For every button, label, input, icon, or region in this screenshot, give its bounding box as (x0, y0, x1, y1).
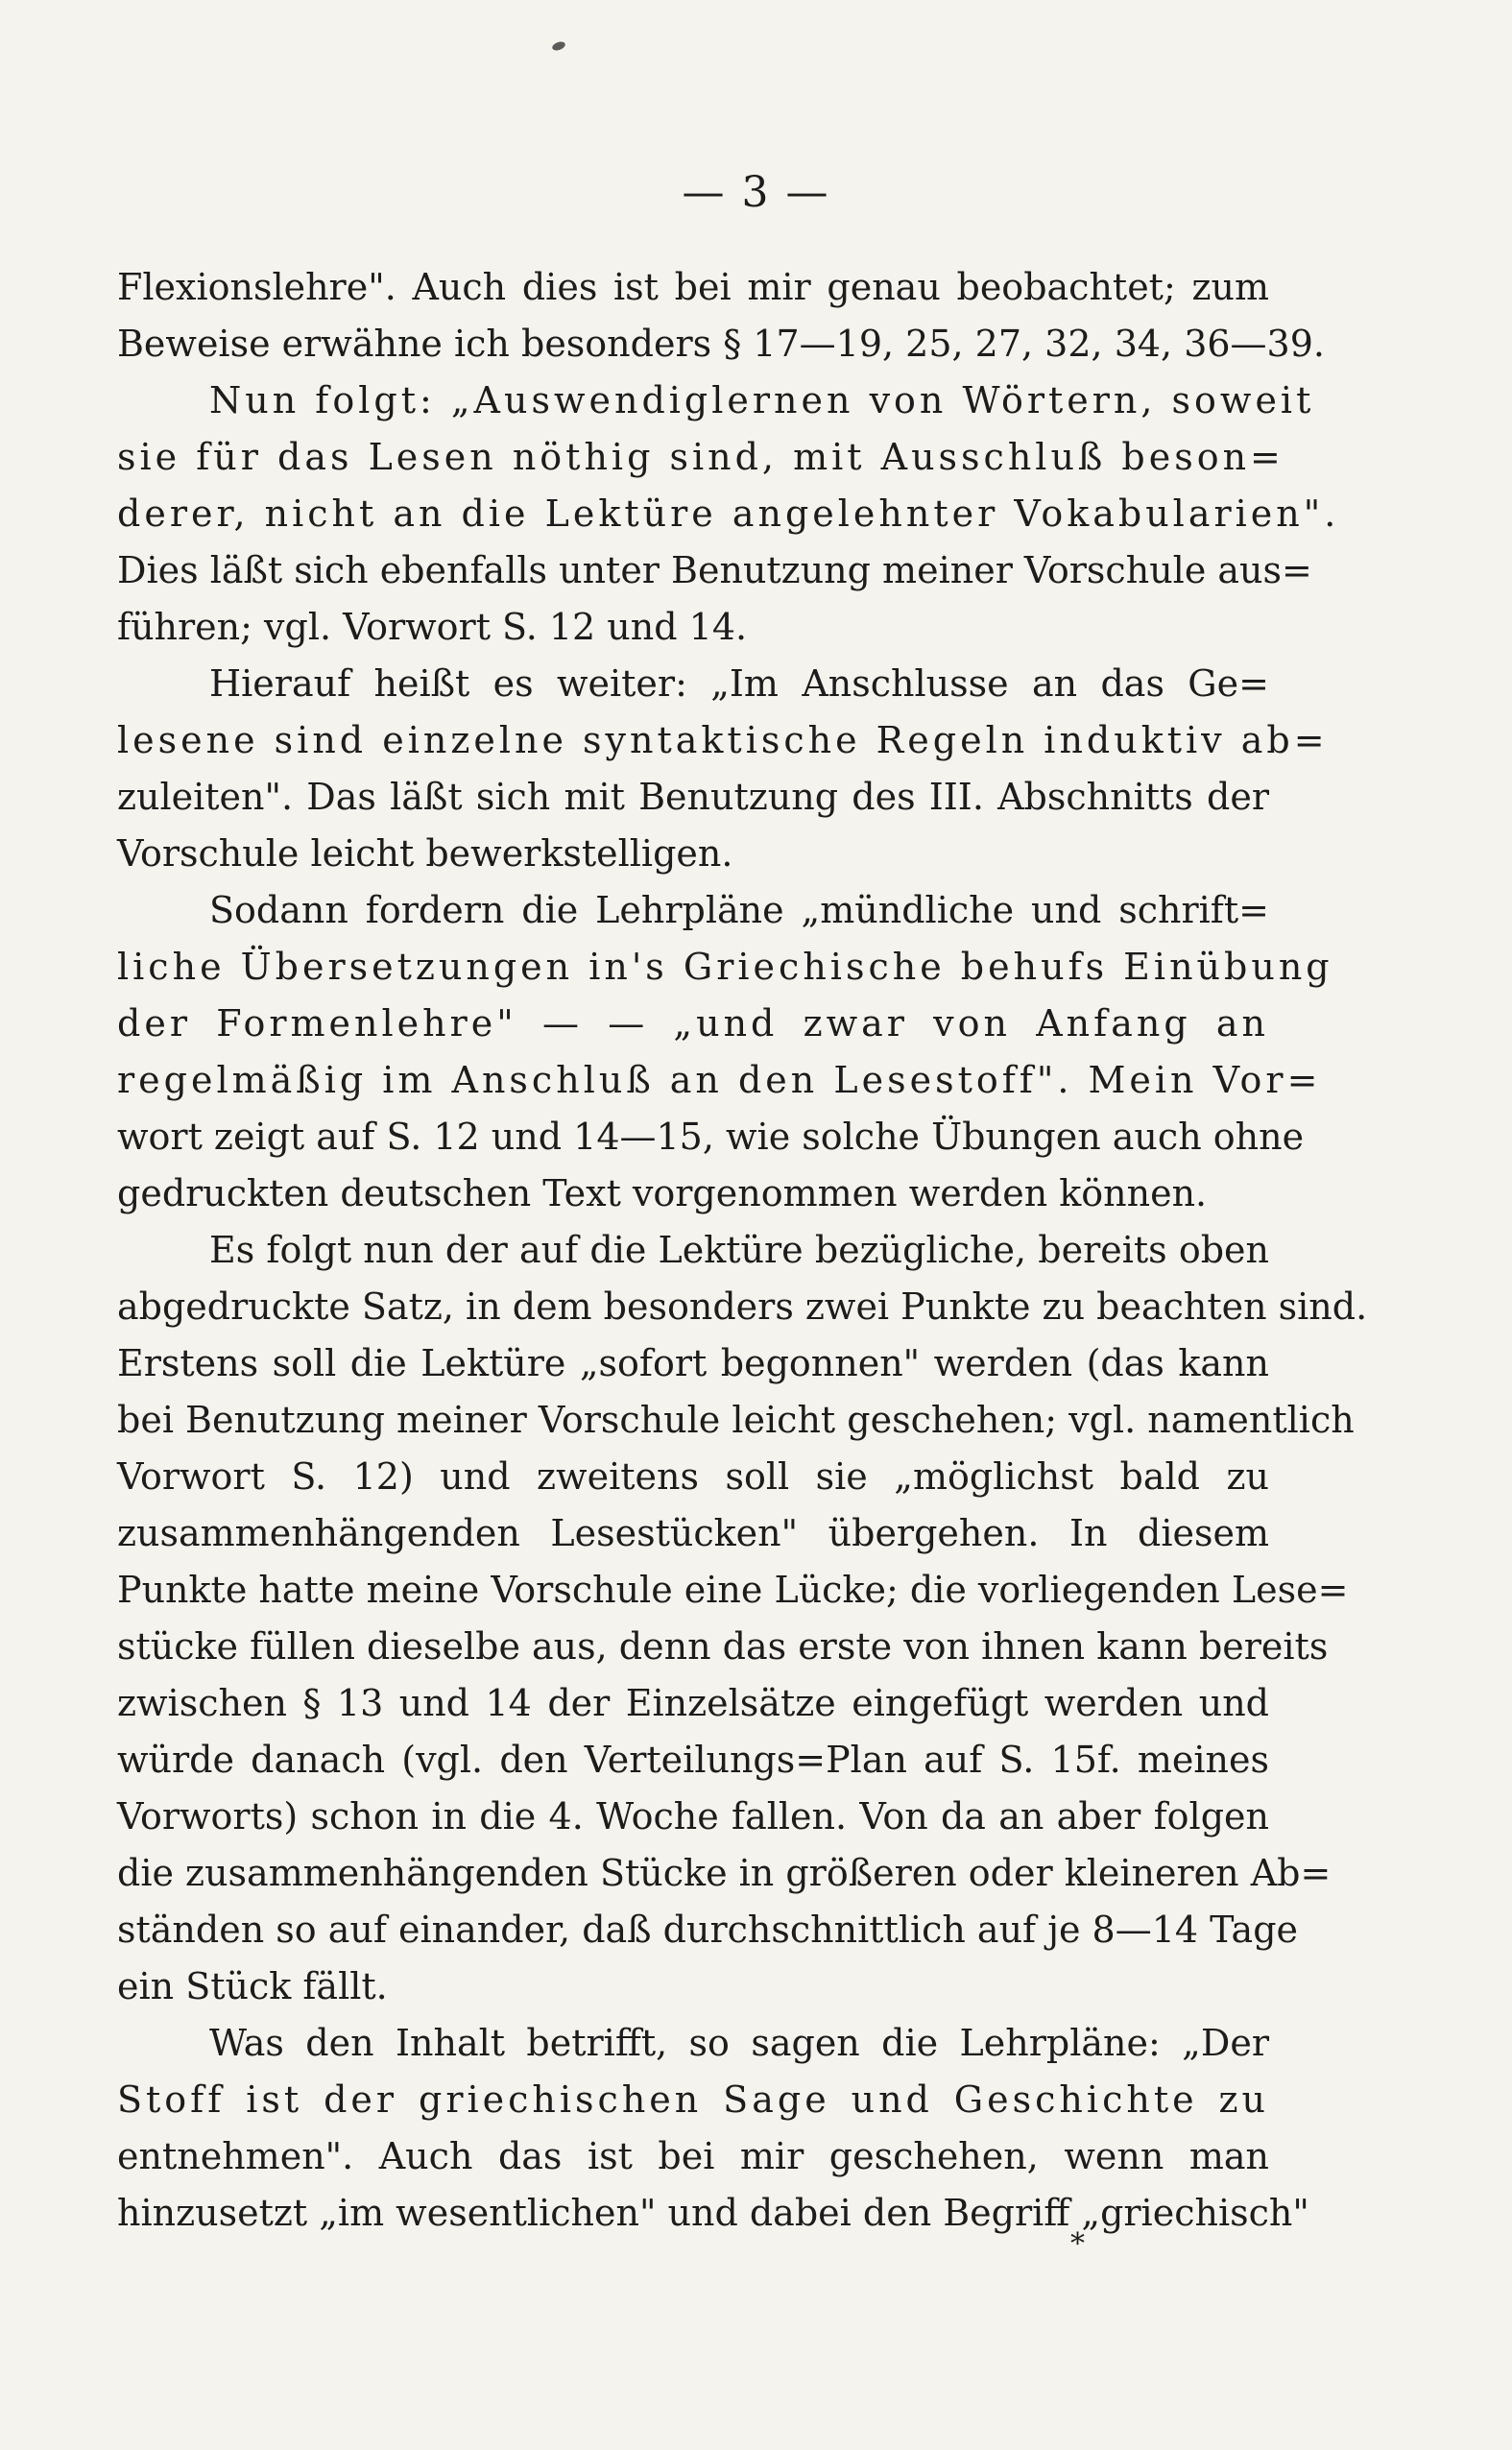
text-line: lesene sind einzelne syntaktische Regeln induktiv ab= (117, 719, 1329, 761)
text-line: sie für das Lesen nöthig sind, mit Ausschluß beson= (117, 436, 1284, 478)
text-line: hinzusetzt „im wesentlichen" und dabei den Begriff „griechisch" (117, 2192, 1309, 2234)
text-line: zusammenhängenden Lesestücken" übergehen. In diesem (117, 1512, 1269, 1554)
text-line: Es folgt nun der auf die Lektüre bezügliche, bereits oben (209, 1229, 1269, 1271)
text-line: Punkte hatte meine Vorschule eine Lücke; die vorliegenden Lese= (117, 1569, 1349, 1611)
text-line: bei Benutzung meiner Vorschule leicht geschehen; vgl. namentlich (117, 1399, 1355, 1441)
text-line: Vorworts) schon in die 4. Woche fallen. Von da an aber folgen (117, 1795, 1269, 1838)
text-line: Vorschule leicht bewerkstelligen. (117, 832, 733, 875)
text-line: regelmäßig im Anschluß an den Lesestoff". Mein Vor= (117, 1059, 1322, 1101)
text-line: Erstens soll die Lektüre „sofort begonnen" werden (das kann (117, 1342, 1269, 1384)
text-line: Was den Inhalt betrifft, so sagen die Lehrpläne: „Der (209, 2022, 1269, 2064)
body-text (117, 259, 1368, 2242)
text-line: der Formenlehre" — — „und zwar von Anfang an (117, 1002, 1269, 1045)
text-line: Hierauf heißt es weiter: „Im Anschlusse an das Ge= (209, 662, 1269, 705)
text-line: führen; vgl. Vorwort S. 12 und 14. (117, 606, 748, 648)
text-line: zuleiten". Das läßt sich mit Benutzung des III. Abschnitts der (117, 776, 1269, 818)
text-line: Vorwort S. 12) und zweitens soll sie „möglichst bald zu (117, 1455, 1269, 1498)
text-line: würde danach (vgl. den Verteilungs=Plan auf S. 15f. meines (117, 1739, 1269, 1781)
signature-mark: * (1070, 2227, 1085, 2261)
text-line: zwischen § 13 und 14 der Einzelsätze eingefügt werden und (117, 1682, 1269, 1724)
ink-speck (551, 40, 566, 52)
text-line: entnehmen". Auch das ist bei mir geschehen, wenn man (117, 2135, 1269, 2177)
text-line: ständen so auf einander, daß durchschnittlich auf je 8—14 Tage (117, 1909, 1299, 1951)
text-line: stücke füllen dieselbe aus, denn das erste von ihnen kann bereits (117, 1625, 1329, 1668)
text-line: gedruckten deutschen Text vorgenommen werden können. (117, 1172, 1208, 1214)
text-line: die zusammenhängenden Stücke in größeren oder kleineren Ab= (117, 1852, 1332, 1894)
text-line: Dies läßt sich ebenfalls unter Benutzung meiner Vorschule aus= (117, 549, 1312, 591)
text-line: wort zeigt auf S. 12 und 14—15, wie solche Übungen auch ohne (117, 1116, 1305, 1158)
text-line: Flexionslehre". Auch dies ist bei mir genau beobachtet; zum (117, 266, 1269, 308)
text-line: abgedruckte Satz, in dem besonders zwei Punkte zu beachten sind. (117, 1285, 1368, 1328)
page-number: — 3 — (682, 168, 830, 217)
text-line: Sodann fordern die Lehrpläne „mündliche und schrift= (209, 889, 1269, 931)
text-line: ein Stück fällt. (117, 1965, 388, 2007)
text-line: Nun folgt: „Auswendiglernen von Wörtern, soweit (209, 379, 1315, 421)
text-line: Stoff ist der griechischen Sage und Geschichte zu (117, 2078, 1269, 2121)
text-line: liche Übersetzungen in's Griechische behufs Einübung (117, 946, 1333, 988)
text-line: Beweise erwähne ich besonders § 17—19, 25, 27, 32, 34, 36—39. (117, 323, 1325, 365)
text-line: derer, nicht an die Lektüre angelehnter Vokabularien". (117, 492, 1340, 535)
